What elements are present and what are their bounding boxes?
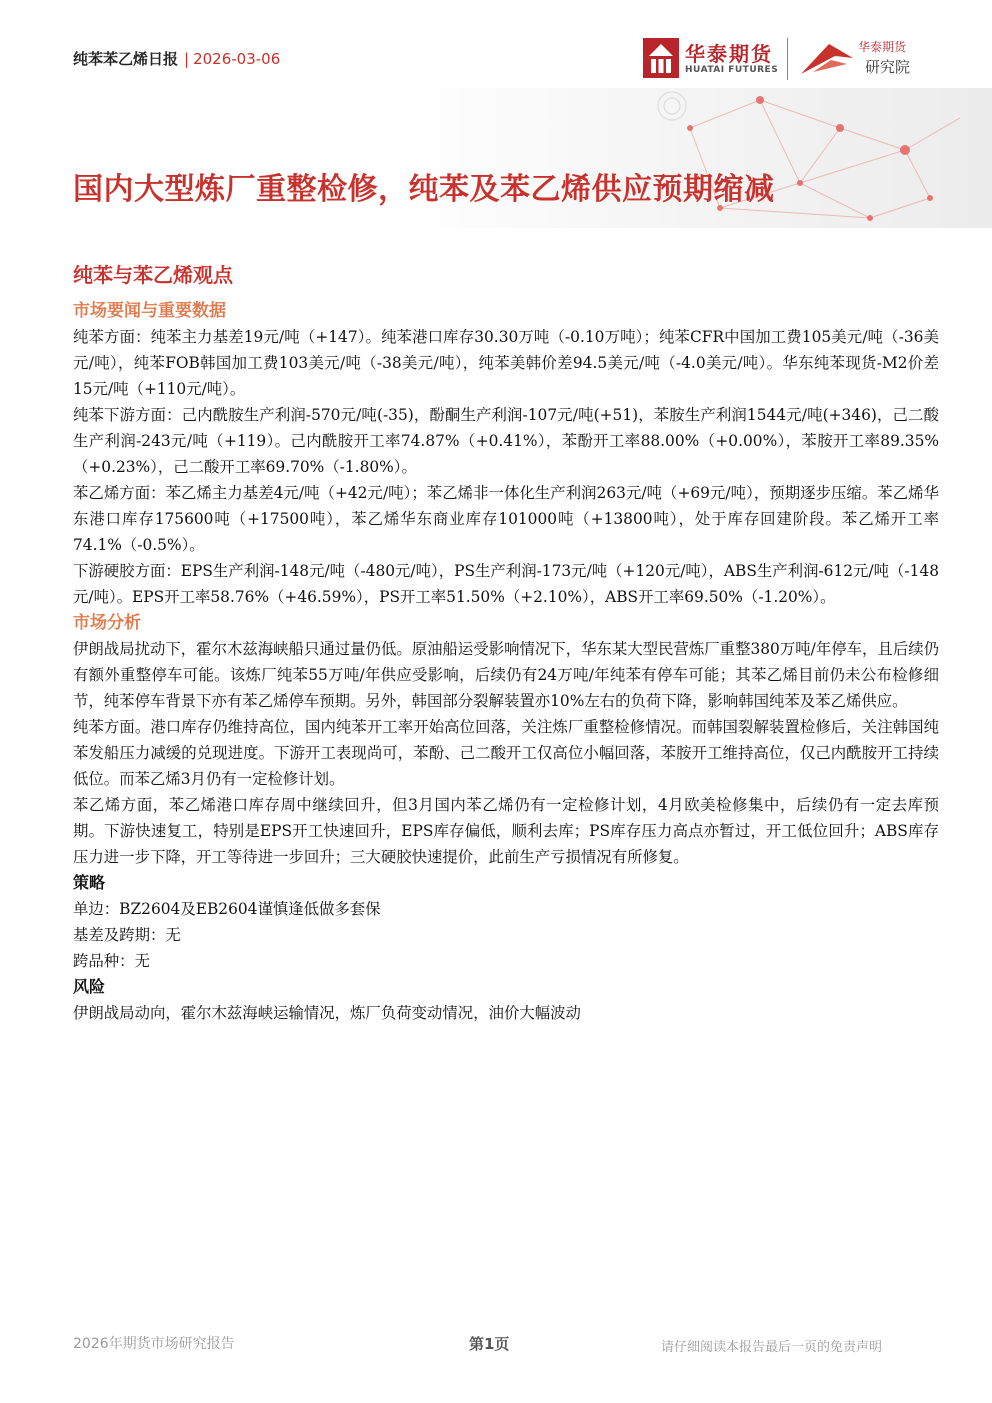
market-analysis-heading: 市场分析 [73,613,141,633]
news-paragraph-styrene: 苯乙烯方面：苯乙烯主力基差4元/吨（+42元/吨）；苯乙烯非一体化生产利润263元/吨（+69元/吨），预期逐步压缩。苯乙烯华东港口库存175600吨（+17500吨），苯乙烯华东商业库存101000吨（+13800吨），处于库存回建阶段。苯乙烯开工率74.1%（-0.5%）。 [73,484,939,554]
risk-heading: 风险 [73,977,106,996]
report-name: 纯苯苯乙烯日报 [73,50,179,68]
report-body [73,298,939,1026]
header-separator: | [184,50,190,68]
logo-divider [787,38,788,80]
institute-logo-icon [799,38,855,84]
footer-disclaimer: 请仔细阅读本报告最后一页的免责声明 [661,1340,883,1355]
strategy-item-basis: 基差及跨期：无 [73,926,181,944]
footer-report-label: 2026年期货市场研究报告 [73,1336,235,1352]
strategy-item-cross: 跨品种：无 [73,952,150,970]
logo-cn-name: 华泰期货 [685,42,773,66]
main-title: 国内大型炼厂重整检修，纯苯及苯乙烯供应预期缩减 [73,172,775,207]
market-news-heading: 市场要闻与重要数据 [73,301,226,321]
report-header [73,48,280,69]
institute-name-top: 华泰期货 [858,40,907,54]
section-title: 纯苯与苯乙烯观点 [73,263,233,287]
company-logo [643,36,923,84]
analysis-paragraph-styrene: 苯乙烯方面，苯乙烯港口库存周中继续回升，但3月国内苯乙烯仍有一定检修计划，4月欧美检修集中，后续仍有一定去库预期。下游快速复工，特别是EPS开工快速回升，EPS库存偏低，顺利去库；PS库存压力高点亦暂过，开工低位回升；ABS库存压力进一步下降，开工等待进一步回升；三大硬胶快速提价，此前生产亏损情况有所修复。 [73,796,939,866]
huatai-logo-icon [643,38,679,82]
report-date: 2026-03-06 [193,50,281,68]
institute-name-bottom: 研究院 [865,58,911,76]
strategy-heading: 策略 [73,873,106,892]
logo-en-name: HUATAI FUTURES [685,65,779,75]
strategy-item-single-side: 单边：BZ2604及EB2604谨慎逢低做多套保 [73,900,381,918]
news-paragraph-benzene: 纯苯方面：纯苯主力基差19元/吨（+147）。纯苯港口库存30.30万吨（-0.10万吨）；纯苯CFR中国加工费105美元/吨（-36美元/吨），纯苯FOB韩国加工费103美元/吨（-38美元/吨），纯苯美韩价差94.5美元/吨（-4.0美元/吨）。华东纯苯现货-M2价差15元/吨（+110元/吨）。 [73,328,939,398]
page-number: 第1页 [469,1335,510,1353]
analysis-paragraph-benzene: 纯苯方面。港口库存仍维持高位，国内纯苯开工率开始高位回落，关注炼厂重整检修情况。而韩国裂解装置检修后，关注韩国纯苯发船压力减缓的兑现进度。下游开工表现尚可，苯酚、己二酸开工仅高位小幅回落，苯胺开工维持高位，仅己内酰胺开工持续低位。而苯乙烯3月仍有一定检修计划。 [73,718,939,788]
risk-text: 伊朗战局动向，霍尔木兹海峡运输情况，炼厂负荷变动情况，油价大幅波动 [73,1004,581,1022]
news-paragraph-benzene-downstream: 纯苯下游方面：己内酰胺生产利润-570元/吨(-35)，酚酮生产利润-107元/吨(+51)，苯胺生产利润1544元/吨(+346)，己二酸生产利润-243元/吨（+119）。己内酰胺开工率74.87%（+0.41%），苯酚开工率88.00%（+0.00%），苯胺开工率89.35%（+0.23%），己二酸开工率69.70%（-1.80%）。 [73,406,939,476]
analysis-paragraph-iran: 伊朗战局扰动下，霍尔木兹海峡船只通过量仍低。原油船运受影响情况下，华东某大型民营炼厂重整380万吨/年停车，且后续仍有额外重整停车可能。该炼厂纯苯55万吨/年供应受影响，后续仍有24万吨/年纯苯有停车可能；其苯乙烯目前仍未公布检修细节，纯苯停车背景下亦有苯乙烯停车预期。另外，韩国部分裂解装置亦10%左右的负荷下降，影响韩国纯苯及苯乙烯供应。 [73,640,939,710]
news-paragraph-hard-plastics: 下游硬胶方面：EPS生产利润-148元/吨（-480元/吨），PS生产利润-173元/吨（+120元/吨），ABS生产利润-612元/吨（-148元/吨）。EPS开工率58.76%（+46.59%），PS开工率51.50%（+2.10%），ABS开工率69.50%（-1.20%）。 [73,562,939,606]
